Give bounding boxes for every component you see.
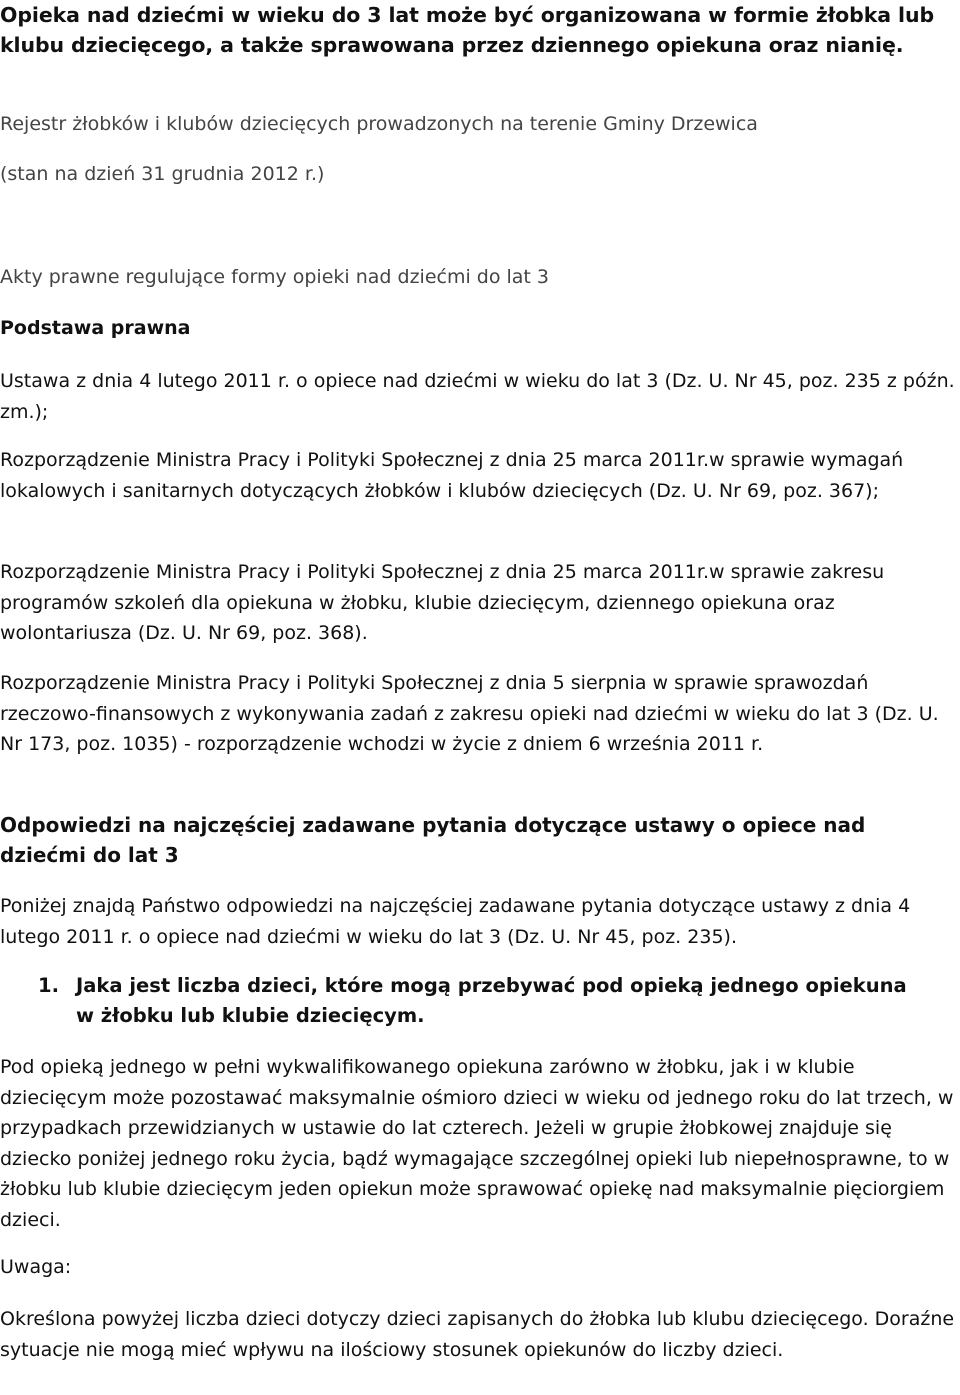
- legal-act-3: Rozporządzenie Ministra Pracy i Polityki Społecznej z dnia 25 marca 2011r.w sprawie zakresu programów szkoleń dla opiekuna w żłobku, klubie dziecięcym, dziennego opiekuna oraz wolontariusza (Dz. U. Nr 69, poz. 368).: [0, 561, 885, 644]
- intro-paragraph: Opieka nad dziećmi w wieku do 3 lat może być organizowana w formie żłobka lub klubu dziecięcego, a także sprawowana przez dziennego opiekuna oraz nianię.: [0, 3, 935, 57]
- faq-answer-1: Pod opieką jednego w pełni wykwalifikowanego opiekuna zarówno w żłobku, jak i w klubie dziecięcym może pozostawać maksymalnie ośmioro dzieci w wieku od jednego roku do lat trzech, w przypadkach przewidzianych w ustawie do lat czterech. Jeżeli w grupie żłobkowej znajduje się dziecko poniżej jednego roku życia, bądź wymagające szczególnej opieki lub niepełnosprawne, to w żłobku lub klubie dziecięcym jeden opiekun może sprawować opiekę nad maksymalnie pięciorgiem dzieci.: [0, 1056, 954, 1231]
- legal-basis-subheading: Podstawa prawna: [0, 317, 191, 339]
- legal-act-1: Ustawa z dnia 4 lutego 2011 r. o opiece nad dziećmi w wieku do lat 3 (Dz. U. Nr 45, poz. 235 z późn. zm.);: [0, 370, 955, 423]
- registry-date: (stan na dzień 31 grudnia 2012 r.): [0, 163, 325, 185]
- question-number: 1.: [38, 974, 59, 997]
- legal-act-2: Rozporządzenie Ministra Pracy i Polityki Społecznej z dnia 25 marca 2011r.w sprawie wymagań lokalowych i sanitarnych dotyczących żłobków i klubów dziecięcych (Dz. U. Nr 69, poz. 367);: [0, 449, 904, 502]
- note-text: Określona powyżej liczba dzieci dotyczy dzieci zapisanych do żłobka lub klubu dziecięcego. Doraźne sytuacje nie mogą mieć wpływu na ilościowy stosunek opiekunów do liczby dzieci.: [0, 1308, 955, 1361]
- faq-question-1: [38, 971, 928, 1033]
- legal-act-4: Rozporządzenie Ministra Pracy i Polityki Społecznej z dnia 5 sierpnia w sprawie sprawozdań rzeczowo-finansowych z wykonywania zadań z zakresu opieki nad dziećmi w wieku do lat 3 (Dz. U. Nr 173, poz. 1035) - rozporządzenie wchodzi w życie z dniem 6 września 2011 r.: [0, 672, 939, 755]
- note-label: Uwaga:: [0, 1256, 72, 1278]
- question-text: Jaka jest liczba dzieci, które mogą przebywać pod opieką jednego opiekuna w żłobku lub klubie dziecięcym.: [76, 974, 907, 1027]
- registry-link[interactable]: Rejestr żłobków i klubów dziecięcych prowadzonych na terenie Gminy Drzewica: [0, 113, 758, 135]
- faq-heading: Odpowiedzi na najczęściej zadawane pytania dotyczące ustawy o opiece nad dziećmi do lat 3: [0, 813, 866, 867]
- faq-intro: Poniżej znajdą Państwo odpowiedzi na najczęściej zadawane pytania dotyczące ustawy z dnia 4 lutego 2011 r. o opiece nad dziećmi w wieku do lat 3 (Dz. U. Nr 45, poz. 235).: [0, 895, 911, 948]
- legal-acts-heading: Akty prawne regulujące formy opieki nad dziećmi do lat 3: [0, 266, 550, 288]
